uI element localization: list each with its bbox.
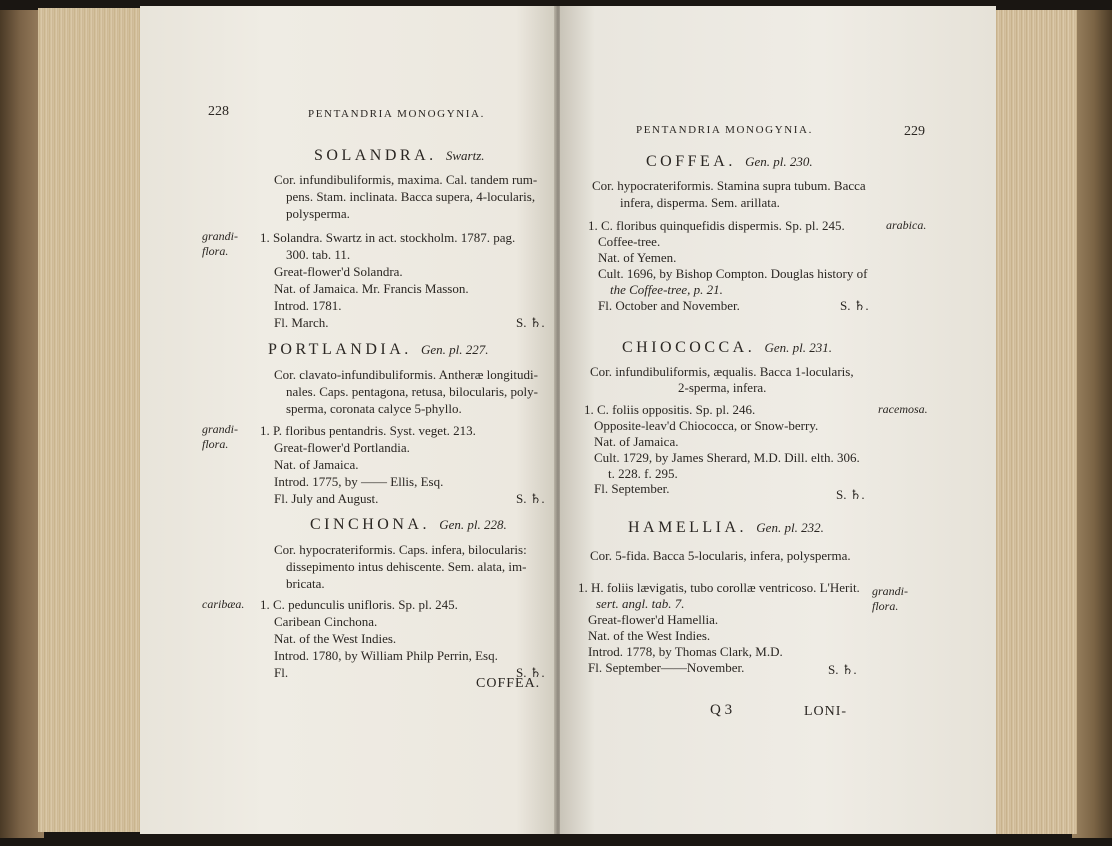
species-line: sert. angl. tab. 7. [596, 596, 685, 611]
margin-epithet: grandi- [202, 229, 238, 243]
species-line: Nat. of Yemen. [598, 250, 677, 265]
genus-heading [646, 154, 813, 170]
species-line: Cult. 1729, by James Sherard, M.D. Dill. elth. 306. [594, 450, 860, 465]
page-number: 228 [208, 104, 229, 119]
description-line: Cor. clavato-infundibuliformis. Antheræ longitudi- [274, 367, 538, 382]
genus-heading [314, 148, 485, 164]
species-line: Nat. of Jamaica. [594, 434, 679, 449]
genus-name: PORTLANDIA. [268, 341, 412, 358]
description-line: Cor. 5-fida. Bacca 5-locularis, infera, polysperma. [590, 548, 851, 563]
genus-name: CINCHONA. [310, 516, 430, 533]
description-line: sperma, coronata calyce 5-phyllo. [286, 401, 462, 416]
genus-name: SOLANDRA. [314, 147, 437, 164]
genus-authority: Swartz. [445, 148, 485, 163]
species-line: Introd. 1781. [274, 298, 342, 313]
margin-epithet: grandi- [872, 584, 908, 598]
description-line: Cor. hypocrateriformis. Stamina supra tubum. Bacca [592, 178, 866, 193]
margin-epithet: arabica. [886, 218, 927, 232]
description-line: 2-sperma, infera. [678, 380, 767, 395]
right-page [560, 6, 996, 834]
left-page-edges [38, 8, 143, 832]
species-line: Introd. 1775, by —— Ellis, Esq. [274, 474, 444, 489]
description-line: Cor. infundibuliformis, maxima. Cal. tandem rum- [274, 172, 538, 187]
species-line: Fl. March. [274, 315, 329, 330]
species-line: 1. Solandra. Swartz in act. stockholm. 1787. pag. [260, 230, 516, 245]
species-line: 1. C. pedunculis unifloris. Sp. pl. 245. [260, 597, 458, 612]
description-line: infera, disperma. Sem. arillata. [620, 195, 780, 210]
running-head: PENTANDRIA MONOGYNIA. [636, 124, 813, 136]
species-line: Great-flower'd Portlandia. [274, 440, 410, 455]
genus-authority: Gen. pl. 232. [756, 520, 824, 535]
life-form-symbol: S. ♄. [840, 298, 869, 313]
description-line: polysperma. [286, 206, 350, 221]
species-line: 1. H. foliis lævigatis, tubo corollæ ventricoso. L'Herit. [578, 580, 860, 595]
species-line: Nat. of Jamaica. Mr. Francis Masson. [274, 281, 469, 296]
description-line: Cor. hypocrateriformis. Caps. infera, bilocularis: [274, 542, 527, 557]
margin-epithet: flora. [872, 599, 899, 613]
species-line: t. 228. f. 295. [608, 466, 678, 481]
description-line: nales. Caps. pentagona, retusa, bilocularis, poly- [286, 384, 538, 399]
genus-name: CHIOCOCCA. [622, 339, 756, 356]
life-form-symbol: S. ♄. [828, 662, 857, 677]
species-line: Nat. of Jamaica. [274, 457, 359, 472]
species-line: Cult. 1696, by Bishop Compton. Douglas history of [598, 266, 868, 281]
species-line: Introd. 1780, by William Philp Perrin, Esq. [274, 648, 498, 663]
right-page-edges [994, 10, 1077, 834]
species-line: Great-flower'd Solandra. [274, 264, 403, 279]
life-form-symbol: S. ♄. [836, 487, 865, 502]
species-line: Fl. [274, 665, 289, 680]
genus-heading [628, 520, 824, 536]
genus-authority: Gen. pl. 231. [764, 340, 833, 355]
species-line: Coffee-tree. [598, 234, 661, 249]
right-cover [1072, 10, 1112, 838]
species-line: the Coffee-tree, p. 21. [610, 282, 723, 297]
description-line: dissepimento intus dehiscente. Sem. alata, im- [286, 559, 527, 574]
genus-heading [622, 340, 832, 356]
description-line: Cor. infundibuliformis, æqualis. Bacca 1-locularis, [590, 364, 854, 379]
species-line: 1. P. floribus pentandris. Syst. veget. 213. [260, 423, 476, 438]
margin-epithet: flora. [202, 244, 229, 258]
catchword: LONI- [804, 704, 848, 719]
life-form-symbol: S. ♄. [516, 665, 545, 680]
life-form-symbol: S. ♄. [516, 315, 545, 330]
species-line: Nat. of the West Indies. [274, 631, 397, 646]
description-line: pens. Stam. inclinata. Bacca supera, 4-locularis, [286, 189, 536, 204]
page-number: 229 [904, 124, 925, 139]
species-line: Opposite-leav'd Chiococca, or Snow-berry. [594, 418, 819, 433]
running-head: PENTANDRIA MONOGYNIA. [308, 108, 485, 120]
genus-authority: Gen. pl. 227. [421, 342, 489, 357]
genus-heading [268, 342, 489, 358]
life-form-symbol: S. ♄. [516, 491, 545, 506]
species-line: Great-flower'd Hamellia. [588, 612, 719, 627]
species-line: Fl. September. [594, 481, 670, 496]
margin-epithet: flora. [202, 437, 229, 451]
species-line: 300. tab. 11. [286, 247, 351, 262]
left-page [140, 6, 558, 834]
species-line: Introd. 1778, by Thomas Clark, M.D. [588, 644, 783, 659]
species-line: Fl. September——November. [588, 660, 745, 675]
margin-epithet: grandi- [202, 422, 238, 436]
genus-authority: Gen. pl. 228. [439, 517, 507, 532]
species-line: 1. C. foliis oppositis. Sp. pl. 246. [584, 402, 756, 417]
signature-mark: Q 3 [710, 702, 733, 718]
species-line: Caribean Cinchona. [274, 614, 378, 629]
species-line: Fl. October and November. [598, 298, 740, 313]
margin-epithet: caribæa. [202, 597, 245, 611]
genus-authority: Gen. pl. 230. [745, 154, 813, 169]
description-line: bricata. [286, 576, 325, 591]
species-line: Fl. July and August. [274, 491, 379, 506]
species-line: 1. C. floribus quinquefidis dispermis. Sp. pl. 245. [588, 218, 845, 233]
margin-epithet: racemosa. [878, 402, 928, 416]
species-line: Nat. of the West Indies. [588, 628, 711, 643]
genus-name: HAMELLIA. [628, 519, 748, 536]
genus-heading [310, 517, 507, 533]
genus-name: COFFEA. [646, 153, 736, 170]
catchword: COFFEA. [476, 676, 541, 691]
